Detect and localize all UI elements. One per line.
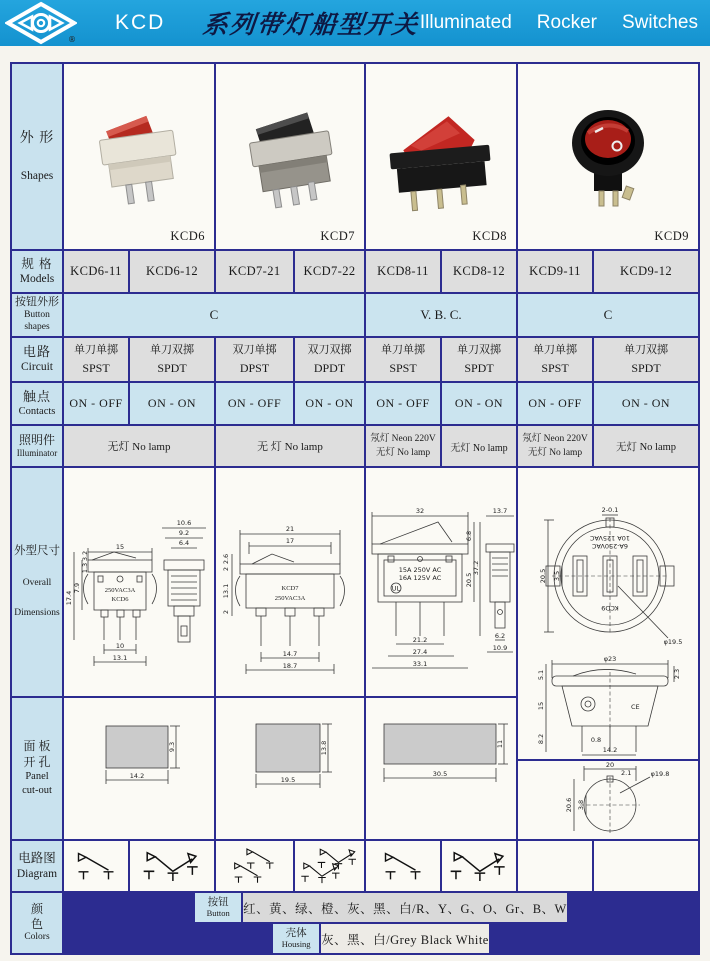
svg-text:KCD6: KCD6	[111, 596, 129, 603]
svg-text:32: 32	[415, 507, 425, 515]
svg-text:21: 21	[285, 525, 295, 533]
button-colors-cn: 按钮	[207, 896, 229, 908]
contacts-cell: ON - ON	[442, 383, 516, 424]
svg-text:3.2: 3.2	[81, 550, 89, 562]
row-header-circuit-cn: 电路	[22, 344, 51, 360]
svg-text:6.2: 6.2	[494, 632, 506, 640]
housing-colors-label	[273, 924, 319, 953]
row-header-panel-en1: Panel	[25, 771, 49, 783]
illuminator-cell: 无 灯 No lamp	[216, 426, 364, 466]
svg-text:14.2: 14.2	[129, 772, 145, 780]
model-cell: KCD7-22	[295, 251, 364, 292]
circuit-cn: 双刀双掷	[307, 344, 352, 357]
row-header-diagram-en: Diagram	[16, 867, 58, 880]
drawings-col-kcd9	[518, 468, 698, 839]
row-header-dimensions-en2: Dimensions	[14, 608, 60, 619]
kcd8-photo	[378, 95, 504, 219]
row-header-button-shapes-en2: shapes	[24, 321, 50, 332]
svg-text:19.5: 19.5	[280, 776, 296, 784]
shape-photo-kcd7	[216, 64, 364, 249]
row-header-illuminator	[12, 426, 62, 466]
colors-values-cell	[64, 893, 698, 953]
spdt-diagram	[141, 848, 203, 884]
dpst-diagram	[227, 844, 283, 888]
row-header-shapes-cn: 外 形	[19, 130, 55, 146]
registered-mark: ®	[68, 35, 76, 44]
model-cell: KCD8-12	[442, 251, 516, 292]
row-header-circuit-en: Circuit	[21, 361, 53, 374]
row-header-button-shapes-en1: Button	[24, 310, 50, 320]
photo-label-kcd7: KCD7	[320, 229, 355, 243]
svg-text:KCD9: KCD9	[601, 604, 619, 612]
circuit-en: DPDT	[313, 360, 346, 375]
circuit-en: SPDT	[157, 360, 187, 375]
svg-text:2.1: 2.1	[621, 769, 632, 777]
kcd7-dimension-svg	[216, 468, 364, 696]
svg-text:0.8: 0.8	[590, 736, 602, 744]
dpdt-diagram	[298, 844, 362, 888]
diagram-cell-spdt	[442, 841, 516, 891]
row-header-panel-cn1: 面 板	[23, 739, 51, 754]
svg-text:13.1: 13.1	[112, 654, 128, 662]
row-header-dimensions-en1: Overall	[22, 578, 52, 589]
illuminator-line: 无灯 No lamp	[527, 448, 583, 458]
kcd7-cutout-svg	[216, 698, 364, 839]
svg-text:6.4: 6.4	[178, 539, 190, 547]
row-header-colors-en: Colors	[24, 932, 50, 943]
svg-text:14.7: 14.7	[282, 650, 298, 658]
model-cell: KCD7-21	[216, 251, 293, 292]
illuminator-line: 氖灯 Neon 220V	[522, 433, 588, 444]
button-shape-cell: C	[518, 294, 698, 336]
shape-photo-kcd6	[64, 64, 214, 249]
diagram-cell-empty	[518, 841, 592, 891]
svg-text:φ19.5: φ19.5	[663, 638, 683, 646]
svg-text:20.6: 20.6	[565, 797, 573, 813]
svg-text:13.1: 13.1	[222, 583, 230, 599]
circuit-en: SPST	[82, 360, 110, 375]
model-cell: KCD8-11	[366, 251, 440, 292]
circuit-cell	[130, 338, 214, 381]
row-header-shapes-en: Shapes	[20, 170, 54, 183]
contacts-cell: ON - OFF	[366, 383, 440, 424]
svg-text:3.8: 3.8	[577, 799, 585, 811]
circuit-cell	[295, 338, 364, 381]
circuit-cn: 单刀单掷	[381, 344, 425, 357]
svg-text:KCD7: KCD7	[281, 585, 299, 592]
svg-text:250VAC3A: 250VAC3A	[104, 587, 136, 594]
svg-text:250VAC3A: 250VAC3A	[274, 595, 306, 602]
row-header-shapes	[12, 64, 62, 249]
illuminator-cell: 无灯 No lamp	[442, 426, 516, 466]
kcd9-dimension-svg	[518, 468, 698, 759]
svg-text:6A-250VAC: 6A-250VAC	[591, 542, 629, 550]
photo-label-kcd9: KCD9	[654, 229, 689, 243]
drawings-col-kcd7	[216, 468, 364, 839]
svg-text:15A 250V AC: 15A 250V AC	[398, 566, 442, 574]
row-header-diagram	[12, 841, 62, 891]
brand-logo-icon	[5, 1, 77, 45]
row-header-colors-cn2: 色	[30, 917, 43, 932]
circuit-cn: 单刀双掷	[150, 344, 194, 357]
page-title-chinese: 系列带灯船型开关	[201, 12, 421, 39]
kcd7-panel-cutout-drawing	[216, 698, 364, 839]
page-banner	[0, 0, 710, 46]
row-header-models	[12, 251, 62, 292]
drawings-col-kcd8	[366, 468, 516, 839]
illuminator-line: 氖灯 Neon 220V	[370, 433, 436, 444]
housing-colors-row	[273, 924, 489, 953]
button-shape-cell: V. B. C.	[366, 294, 516, 336]
button-colors-label	[195, 893, 241, 922]
svg-text:7.9: 7.9	[73, 582, 81, 594]
circuit-cell	[518, 338, 592, 381]
svg-text:CE: CE	[631, 703, 640, 711]
svg-text:φ23: φ23	[603, 655, 617, 663]
svg-text:9.2: 9.2	[178, 529, 190, 537]
diagram-cell-spdt	[130, 841, 214, 891]
row-header-illuminator-cn: 照明件	[18, 432, 55, 447]
illuminator-cell: 无灯 No lamp	[64, 426, 214, 466]
photo-label-kcd8: KCD8	[472, 229, 507, 243]
kcd8-panel-cutout-drawing	[366, 698, 516, 839]
circuit-cell	[442, 338, 516, 381]
title-word: Rocker	[536, 12, 597, 33]
svg-text:φ19.8: φ19.8	[650, 770, 670, 778]
svg-text:3.5: 3.5	[553, 570, 561, 582]
model-cell: KCD6-11	[64, 251, 128, 292]
svg-text:21.2: 21.2	[412, 636, 428, 644]
kcd9-cutout-svg	[518, 761, 698, 839]
kcd7-photo	[230, 95, 350, 219]
contacts-cell: ON - OFF	[64, 383, 128, 424]
circuit-cn: 单刀单掷	[74, 344, 118, 357]
svg-text:5.1: 5.1	[537, 669, 545, 681]
row-header-dimensions	[12, 468, 62, 696]
housing-colors-values: 灰、黑、白/Grey Black White	[321, 924, 489, 953]
svg-text:2: 2	[222, 566, 230, 572]
illuminator-cell	[518, 426, 592, 466]
svg-text:20: 20	[605, 761, 615, 769]
row-header-button-shapes-cn: 按钮外形	[15, 296, 59, 309]
svg-text:UL: UL	[391, 584, 401, 593]
drawings-header-col	[12, 468, 62, 839]
circuit-cn: 双刀单掷	[232, 344, 277, 357]
circuit-cn: 单刀双掷	[624, 344, 668, 357]
svg-text:30.5: 30.5	[432, 770, 448, 778]
illuminator-cell: 无灯 No lamp	[594, 426, 698, 466]
shape-photo-kcd9	[518, 64, 698, 249]
circuit-en: SPDT	[464, 360, 494, 375]
row-header-diagram-cn: 电路图	[18, 851, 56, 865]
svg-text:10.6: 10.6	[176, 519, 192, 527]
kcd8-cutout-svg	[366, 698, 516, 839]
kcd6-panel-cutout-drawing	[64, 698, 214, 839]
svg-text:17.4: 17.4	[65, 590, 73, 606]
spst-diagram	[71, 849, 121, 883]
circuit-cell	[594, 338, 698, 381]
contacts-cell: ON - ON	[594, 383, 698, 424]
circuit-cell	[366, 338, 440, 381]
svg-text:2: 2	[222, 609, 230, 615]
svg-text:15: 15	[115, 543, 125, 551]
circuit-en: DPST	[239, 360, 270, 375]
row-header-circuit	[12, 338, 62, 381]
svg-text:1.3: 1.3	[81, 562, 89, 574]
row-header-panel-en2: cut-out	[22, 785, 52, 797]
drawings-row	[12, 468, 698, 839]
svg-text:27.4: 27.4	[412, 648, 428, 656]
brand-text: KCD	[115, 11, 166, 34]
model-cell: KCD9-12	[594, 251, 698, 292]
photo-label-kcd6: KCD6	[170, 229, 205, 243]
contacts-cell: ON - ON	[130, 383, 214, 424]
svg-text:6.8: 6.8	[465, 530, 473, 542]
kcd8-dimension-svg	[366, 468, 516, 696]
svg-text:13.7: 13.7	[492, 507, 508, 515]
circuit-cn: 单刀单掷	[533, 344, 577, 357]
button-colors-en: Button	[206, 907, 230, 918]
row-header-contacts-en: Contacts	[18, 406, 56, 418]
svg-text:2.3: 2.3	[673, 668, 681, 680]
svg-text:20.5: 20.5	[465, 572, 473, 588]
housing-colors-en: Housing	[281, 938, 311, 949]
model-cell: KCD6-12	[130, 251, 214, 292]
kcd7-dimension-drawing	[216, 468, 364, 696]
svg-text:18.7: 18.7	[282, 662, 298, 670]
svg-text:10.9: 10.9	[492, 644, 508, 652]
row-header-button-shapes	[12, 294, 62, 336]
row-header-contacts	[12, 383, 62, 424]
diagram-cell-spst	[366, 841, 440, 891]
contacts-cell: ON - ON	[295, 383, 364, 424]
svg-text:2-0.1: 2-0.1	[601, 506, 619, 514]
kcd6-photo	[84, 95, 194, 219]
spdt-diagram	[448, 848, 510, 884]
svg-text:37.2: 37.2	[472, 560, 480, 576]
row-header-contacts-cn: 触点	[22, 388, 51, 404]
circuit-cn: 单刀双掷	[457, 344, 501, 357]
spst-diagram	[378, 849, 428, 883]
svg-text:13.8: 13.8	[320, 740, 328, 756]
row-header-dimensions-cn: 外型尺寸	[14, 545, 60, 558]
housing-colors-cn: 壳体	[285, 927, 307, 939]
diagram-cell-dpst	[216, 841, 293, 891]
drawings-col-kcd6	[64, 468, 214, 839]
row-header-panel-cutout	[12, 698, 62, 839]
diagram-cell-dpdt	[295, 841, 364, 891]
contacts-cell: ON - OFF	[518, 383, 592, 424]
page-title-english	[420, 12, 698, 34]
svg-text:8.2: 8.2	[537, 733, 545, 745]
title-word: Illuminated	[419, 12, 512, 33]
circuit-cell	[64, 338, 128, 381]
svg-text:16A 125V AC: 16A 125V AC	[398, 574, 442, 582]
svg-text:17: 17	[285, 537, 295, 545]
kcd9-panel-cutout-drawing	[518, 761, 698, 839]
circuit-cell	[216, 338, 293, 381]
contacts-cell: ON - OFF	[216, 383, 293, 424]
button-colors-row	[195, 893, 567, 922]
kcd6-cutout-svg	[64, 698, 214, 839]
kcd6-dimension-drawing	[64, 468, 214, 696]
kcd9-photo	[558, 95, 658, 219]
model-cell: KCD9-11	[518, 251, 592, 292]
svg-text:9.3: 9.3	[168, 741, 176, 753]
row-header-illuminator-en: Illuminator	[16, 447, 58, 458]
illuminator-line: 无灯 No lamp	[375, 448, 431, 458]
row-header-colors	[12, 893, 62, 953]
circuit-en: SPDT	[631, 360, 661, 375]
svg-text:33.1: 33.1	[412, 660, 428, 668]
illuminator-cell	[366, 426, 440, 466]
svg-text:11: 11	[496, 739, 504, 749]
circuit-en: SPST	[541, 360, 569, 375]
button-colors-values: 红、黄、绿、橙、灰、黑、白/R、Y、G、O、Gr、B、W	[243, 893, 567, 922]
row-header-models-cn: 规 格	[21, 256, 53, 271]
kcd8-dimension-drawing	[366, 468, 516, 696]
svg-text:2.6: 2.6	[222, 553, 230, 565]
svg-text:20.5: 20.5	[539, 568, 547, 584]
diagram-cell-spst	[64, 841, 128, 891]
button-shape-cell: C	[64, 294, 364, 336]
diagram-cell-empty	[594, 841, 698, 891]
svg-text:10: 10	[115, 642, 125, 650]
kcd9-dimension-drawing	[518, 468, 698, 759]
svg-text:10A 125VAC: 10A 125VAC	[589, 534, 631, 542]
svg-text:14.2: 14.2	[602, 746, 618, 754]
title-word: Switches	[621, 12, 698, 33]
shape-photo-kcd8	[366, 64, 516, 249]
row-header-colors-cn1: 颜	[30, 902, 43, 917]
kcd6-dimension-svg	[64, 468, 214, 696]
circuit-en: SPST	[389, 360, 417, 375]
row-header-panel-cn2: 开 孔	[23, 754, 51, 769]
svg-text:15: 15	[537, 701, 545, 711]
row-header-models-en: Models	[19, 273, 55, 286]
spec-table	[10, 62, 700, 955]
